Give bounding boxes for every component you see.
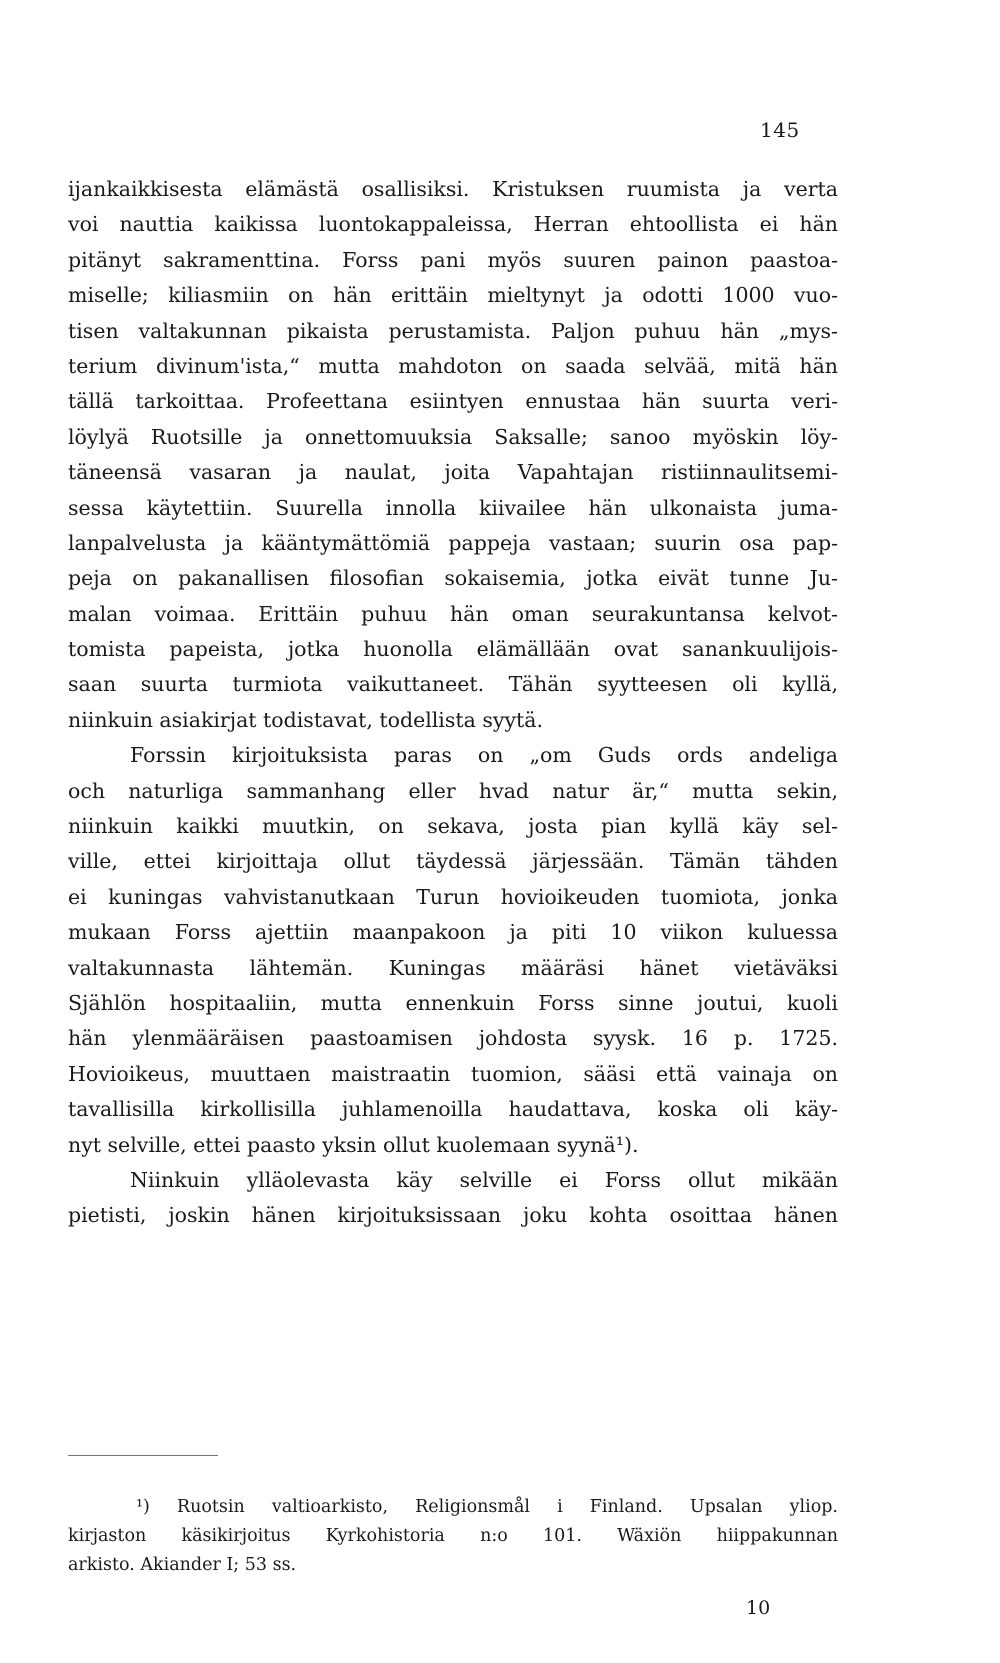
footnotes xyxy=(68,1493,838,1580)
text-line: sessa käytettiin. Suurella innolla kiivailee hän ulkonaista juma- xyxy=(68,495,838,520)
text-line: tomista papeista, jotka huonolla elämällään ovat sanankuulijois- xyxy=(68,637,838,662)
text-line: malan voimaa. Erittäin puhuu hän oman seurakuntansa kelvot- xyxy=(68,601,838,626)
footnote-divider xyxy=(68,1455,218,1456)
text-line: valtakunnasta lähtemän. Kuningas määräsi hänet vietäväksi xyxy=(68,955,838,980)
text-line: ville, ettei kirjoittaja ollut täydessä järjessään. Tämän tähden xyxy=(68,849,838,874)
text-line: ei kuningas vahvistanutkaan Turun hovioikeuden tuomiota, jonka xyxy=(68,884,838,909)
footnote-line: kirjaston käsikirjoitus Kyrkohistoria n:o 101. Wäxiön hiippakunnan xyxy=(68,1526,838,1546)
footnote-line: arkisto. Akiander I; 53 ss. xyxy=(68,1555,297,1575)
text-line: Hovioikeus, muuttaen maistraatin tuomion, sääsi että vainaja on xyxy=(68,1061,838,1086)
page-number: 145 xyxy=(760,118,800,142)
text-line: lanpalvelusta ja kääntymättömiä pappeja vastaan; suurin osa pap- xyxy=(68,530,838,555)
text-line: nyt selville, ettei paasto yksin ollut kuolemaan syynä¹). xyxy=(68,1132,639,1157)
text-line: hän ylenmääräisen paastoamisen johdosta syysk. 16 p. 1725. xyxy=(68,1026,838,1051)
text-line: pietisti, joskin hänen kirjoituksissaan joku kohta osoittaa hänen xyxy=(68,1203,838,1228)
footnote-line: ¹) Ruotsin valtioarkisto, Religionsmål i Finland. Upsalan yliop. xyxy=(136,1497,838,1517)
text-line: Niinkuin ylläolevasta käy selville ei Forss ollut mikään xyxy=(130,1167,838,1192)
text-line: Forssin kirjoituksista paras on „om Guds ords andeliga xyxy=(130,743,838,768)
text-line: miselle; kiliasmiin on hän erittäin mieltynyt ja odotti 1000 vuo- xyxy=(68,283,838,308)
text-line: mukaan Forss ajettiin maanpakoon ja piti 10 viikon kuluessa xyxy=(68,920,838,945)
text-line: saan suurta turmiota vaikuttaneet. Tähän syytteesen oli kyllä, xyxy=(68,672,838,697)
text-line: löylyä Ruotsille ja onnettomuuksia Saksalle; sanoo myöskin löy- xyxy=(68,424,838,449)
text-line: voi nauttia kaikissa luontokappaleissa, Herran ehtoollista ei hän xyxy=(68,212,838,237)
text-line: peja on pakanallisen filosofian sokaisemia, jotka eivät tunne Ju- xyxy=(68,566,838,591)
text-line: ijankaikkisesta elämästä osallisiksi. Kristuksen ruumista ja verta xyxy=(68,177,838,201)
text-line: tavallisilla kirkollisilla juhlamenoilla haudattava, koska oli käy- xyxy=(68,1097,838,1122)
text-line: och naturliga sammanhang eller hvad natur är,“ mutta sekin, xyxy=(68,778,838,803)
text-line: Sjählön hospitaaliin, mutta ennenkuin Forss sinne joutui, kuoli xyxy=(68,990,838,1015)
text-line: tisen valtakunnan pikaista perustamista. Paljon puhuu hän „mys- xyxy=(68,318,838,343)
text-line: täneensä vasaran ja naulat, joita Vapahtajan ristiinnaulitsemi- xyxy=(68,460,838,485)
text-line: niinkuin kaikki muutkin, on sekava, josta pian kyllä käy sel- xyxy=(68,814,838,839)
text-line: terium divinum'ista,“ mutta mahdoton on saada selvää, mitä hän xyxy=(68,353,838,378)
text-line: tällä tarkoittaa. Profeettana esiintyen ennustaa hän suurta veri- xyxy=(68,389,838,414)
body-text xyxy=(68,172,838,1234)
text-line: niinkuin asiakirjat todistavat, todellista syytä. xyxy=(68,707,544,732)
signature-mark: 10 xyxy=(746,1597,771,1619)
text-line: pitänyt sakramenttina. Forss pani myös suuren painon paastoa- xyxy=(68,247,838,272)
